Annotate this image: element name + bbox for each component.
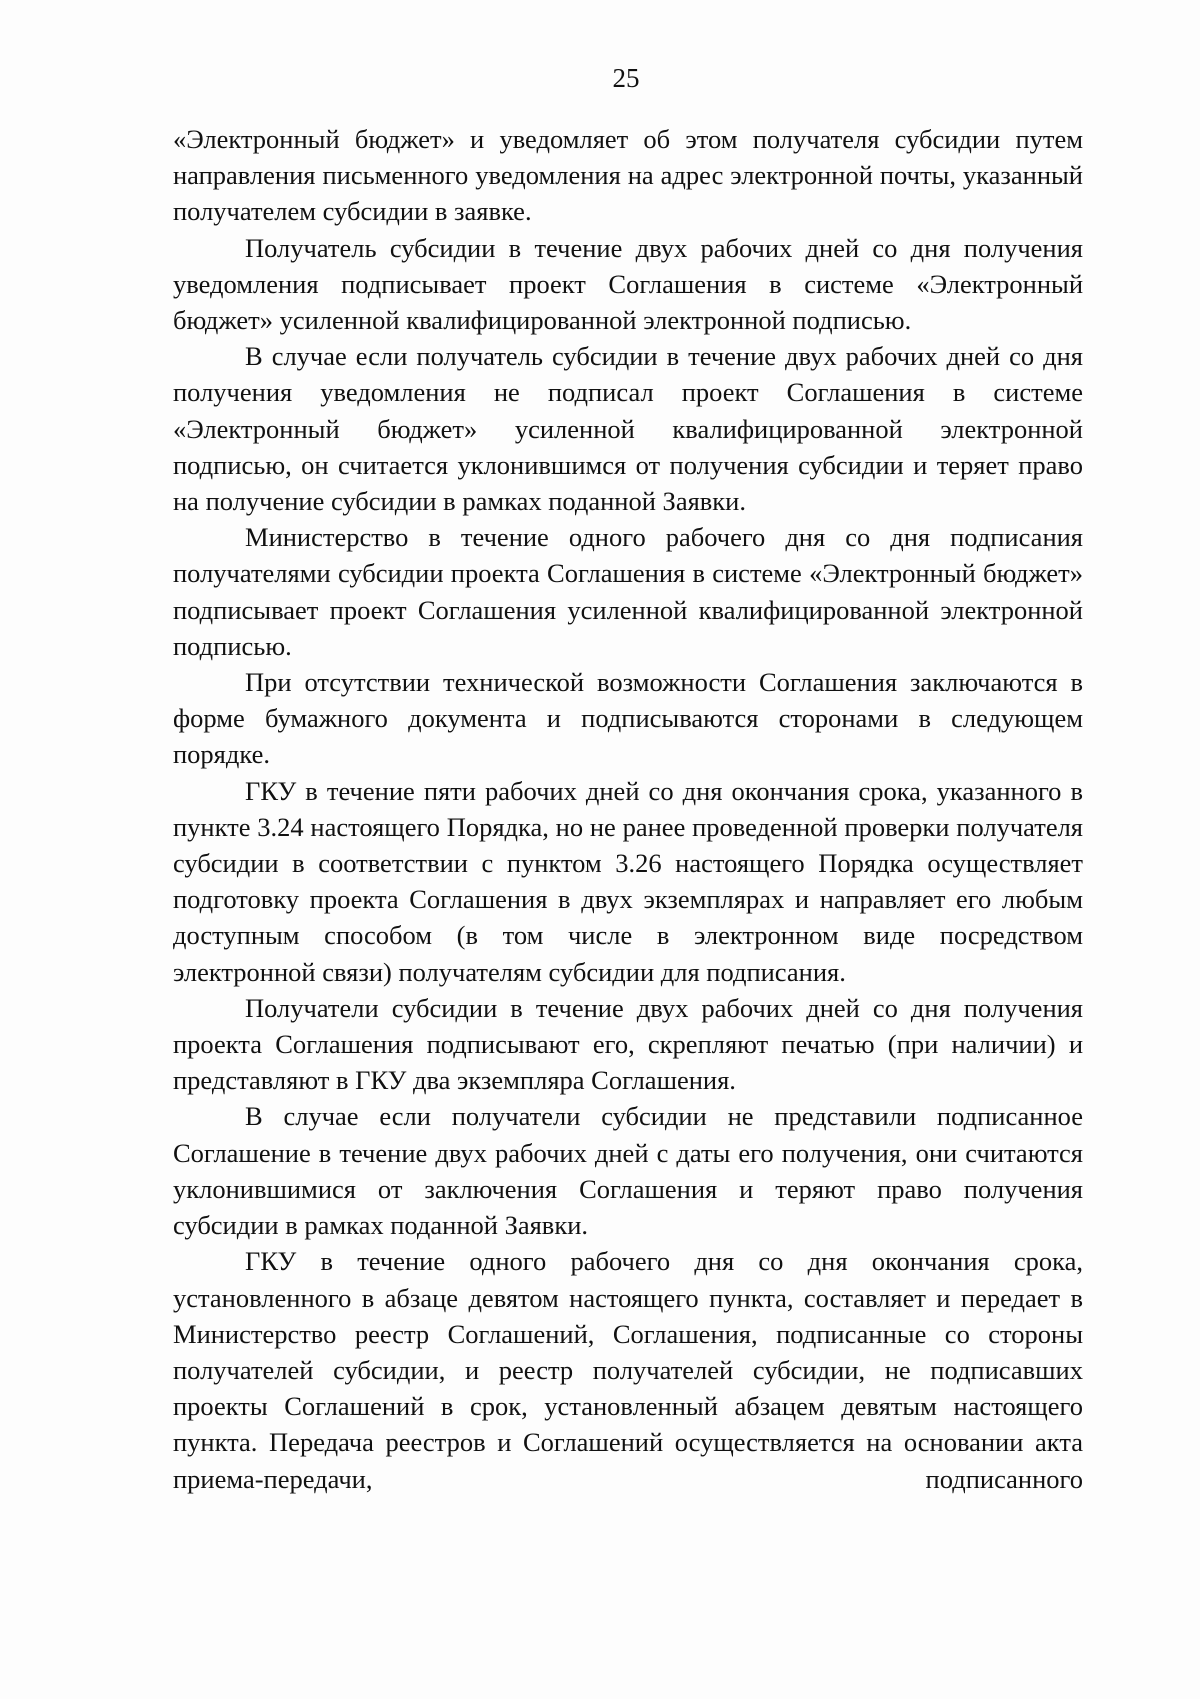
paragraph-4: Министерство в течение одного рабочего дня со дня подписания получателями субсидии проекта Соглашения в системе «Электронный бюджет» подписывает проект Соглашения усиленной квалифицированной электронной подписью. xyxy=(173,522,1083,661)
paragraph-3: В случае если получатель субсидии в течение двух рабочих дней со дня получения уведомления не подписал проект Соглашения в системе «Электронный бюджет» усиленной квалифицированной электронной подписью, он считается уклонившимся от получения субсидии и теряет право на получение субсидии в рамках поданной Заявки. xyxy=(173,341,1083,517)
paragraph-1: «Электронный бюджет» и уведомляет об этом получателя субсидии путем направления письменного уведомления на адрес электронной почты, указанный получателем субсидии в заявке. xyxy=(173,124,1083,227)
paragraph-2: Получатель субсидии в течение двух рабочих дней со дня получения уведомления подписывает проект Соглашения в системе «Электронный бюджет» усиленной квалифицированной электронной подписью. xyxy=(173,232,1083,336)
paragraph-5: При отсутствии технической возможности Соглашения заключаются в форме бумажного документа и подписываются сторонами в следующем порядке. xyxy=(173,667,1083,770)
paragraph-7: Получатели субсидии в течение двух рабочих дней со дня получения проекта Соглашения подписывают его, скрепляют печатью (при наличии) и представляют в ГКУ два экземпляра Соглашения. xyxy=(173,992,1083,1096)
paragraph-9: ГКУ в течение одного рабочего дня со дня окончания срока, установленного в абзаце девятом настоящего пункта, составляет и передает в Министерство реестр Соглашений, Соглашения, подписанные со стороны получателей субсидии, и реестр получателей субсидии, не подписавших проекты Соглашений в срок, установленный абзацем девятым настоящего пункта. Передача реестров и Соглашений осуществляется на основании акта приема-передачи, подписанного xyxy=(173,1246,1083,1494)
paragraph-6: ГКУ в течение пяти рабочих дней со дня окончания срока, указанного в пункте 3.24 настоящего Порядка, но не ранее проведенной проверки получателя субсидии в соответствии с пунктом 3.26 настоящего Порядка осуществляет подготовку проекта Соглашения в двух экземплярах и направляет его любым доступным способом (в том числе в электронном виде посредством электронной связи) получателям субсидии для подписания. xyxy=(173,775,1083,987)
page-number: 25 xyxy=(612,63,640,93)
document-body xyxy=(173,121,1083,1497)
paragraph-8: В случае если получатели субсидии не представили подписанное Соглашение в течение двух рабочих дней с даты его получения, они считаются уклонившимися от заключения Соглашения и теряют право получения субсидии в рамках поданной Заявки. xyxy=(173,1101,1083,1241)
